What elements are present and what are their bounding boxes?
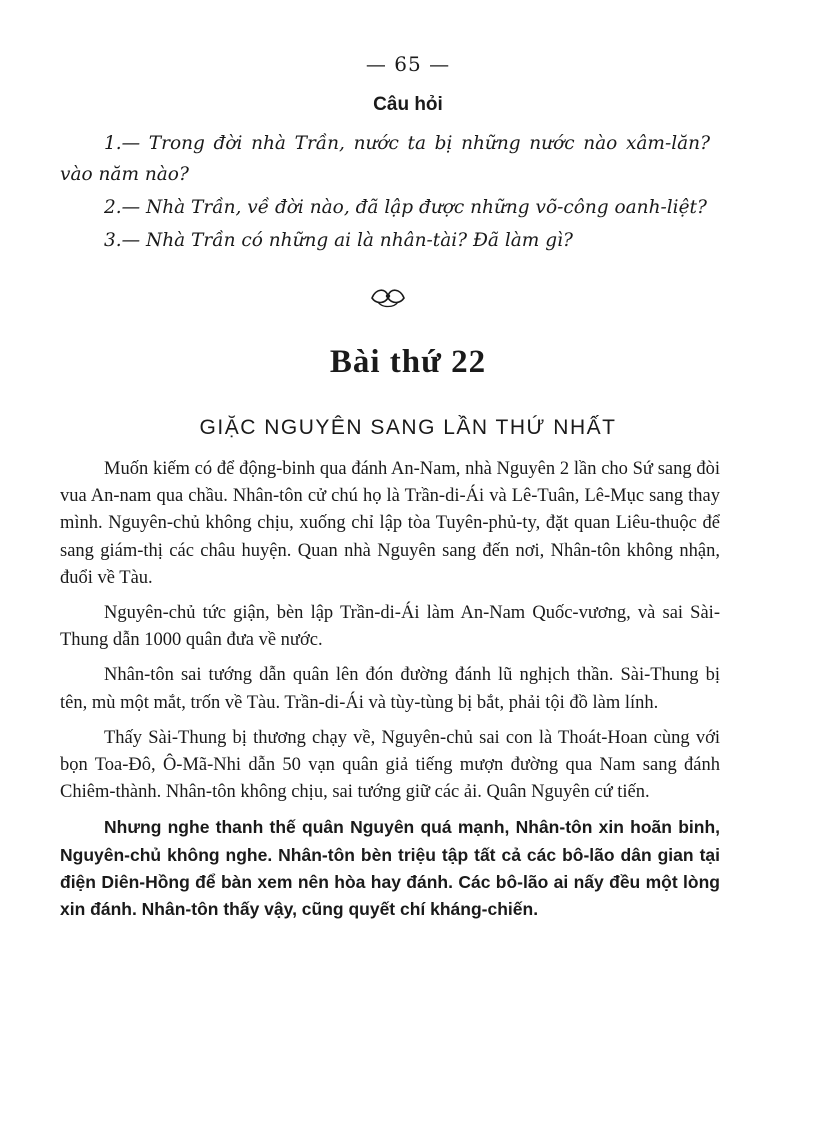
page-number: — 65 — bbox=[365, 52, 451, 76]
ornament-icon bbox=[366, 284, 410, 310]
questions-title: Câu hỏi bbox=[373, 94, 443, 115]
paragraph: Nhân-tôn sai tướng dẫn quân lên đón đường đánh lũ nghịch thần. Sài-Thung bị tên, mù một mắt, trốn về Tàu. Trần-di-Ái và tùy-tùng bị bắt, phải tội đồ làm lính. bbox=[60, 665, 720, 713]
paragraph: Thấy Sài-Thung bị thương chạy về, Nguyên-chủ sai con là Thoát-Hoan cùng với bọn Toa-Đô, Ô-Mã-Nhi dẫn 50 vạn quân giả tiếng mượn đường qua Nam sang đánh Chiêm-thành. Nhân-tôn không chịu, sai tướng giữ các ải. Quân Nguyên cứ tiến. bbox=[60, 727, 720, 803]
question-item: 2.— Nhà Trần, về đời nào, đã lập được những võ-công oanh-liệt? bbox=[104, 197, 707, 218]
question-item: 3.— Nhà Trần có những ai là nhân-tài? Đã làm gì? bbox=[104, 230, 573, 251]
lesson-body bbox=[60, 456, 720, 931]
section-heading: GIẶC NGUYÊN SANG LẦN THỨ NHẤT bbox=[199, 416, 617, 439]
question-item: 1.— Trong đời nhà Trần, nước ta bị những nước nào xâm-lăn? vào năm nào? bbox=[60, 133, 710, 185]
paragraph: Nguyên-chủ tức giận, bèn lập Trần-di-Ái làm An-Nam Quốc-vương, và sai Sài-Thung dẫn 1000 quân đưa về nước. bbox=[60, 603, 720, 651]
lesson-title: Bài thứ 22 bbox=[329, 344, 487, 380]
paragraph: Muốn kiếm có để động-binh qua đánh An-Nam, nhà Nguyên 2 lần cho Sứ sang đòi vua An-nam qua chầu. Nhân-tôn cử chú họ là Trần-di-Ái và Lê-Tuân, Lê-Mục sang thay mình. Nguyên-chủ không chịu, xuống chỉ lập tòa Tuyên-phủ-ty, đặt quan Liêu-thuộc để sang giám-thị các châu huyện. Quan nhà Nguyên sang đến nơi, Nhân-tôn không nhận, đuổi về Tàu. bbox=[60, 459, 720, 588]
paragraph: Nhưng nghe thanh thế quân Nguyên quá mạnh, Nhân-tôn xin hoãn binh, Nguyên-chủ không nghe. Nhân-tôn bèn triệu tập tất cả các bô-lão dân gian tại điện Diên-Hồng để bàn xem nên hòa hay đánh. Các bô-lão ai nấy đều một lòng xin đánh. Nhân-tôn thấy vậy, cũng quyết chí kháng-chiến. bbox=[60, 817, 720, 920]
questions-list bbox=[60, 128, 710, 258]
